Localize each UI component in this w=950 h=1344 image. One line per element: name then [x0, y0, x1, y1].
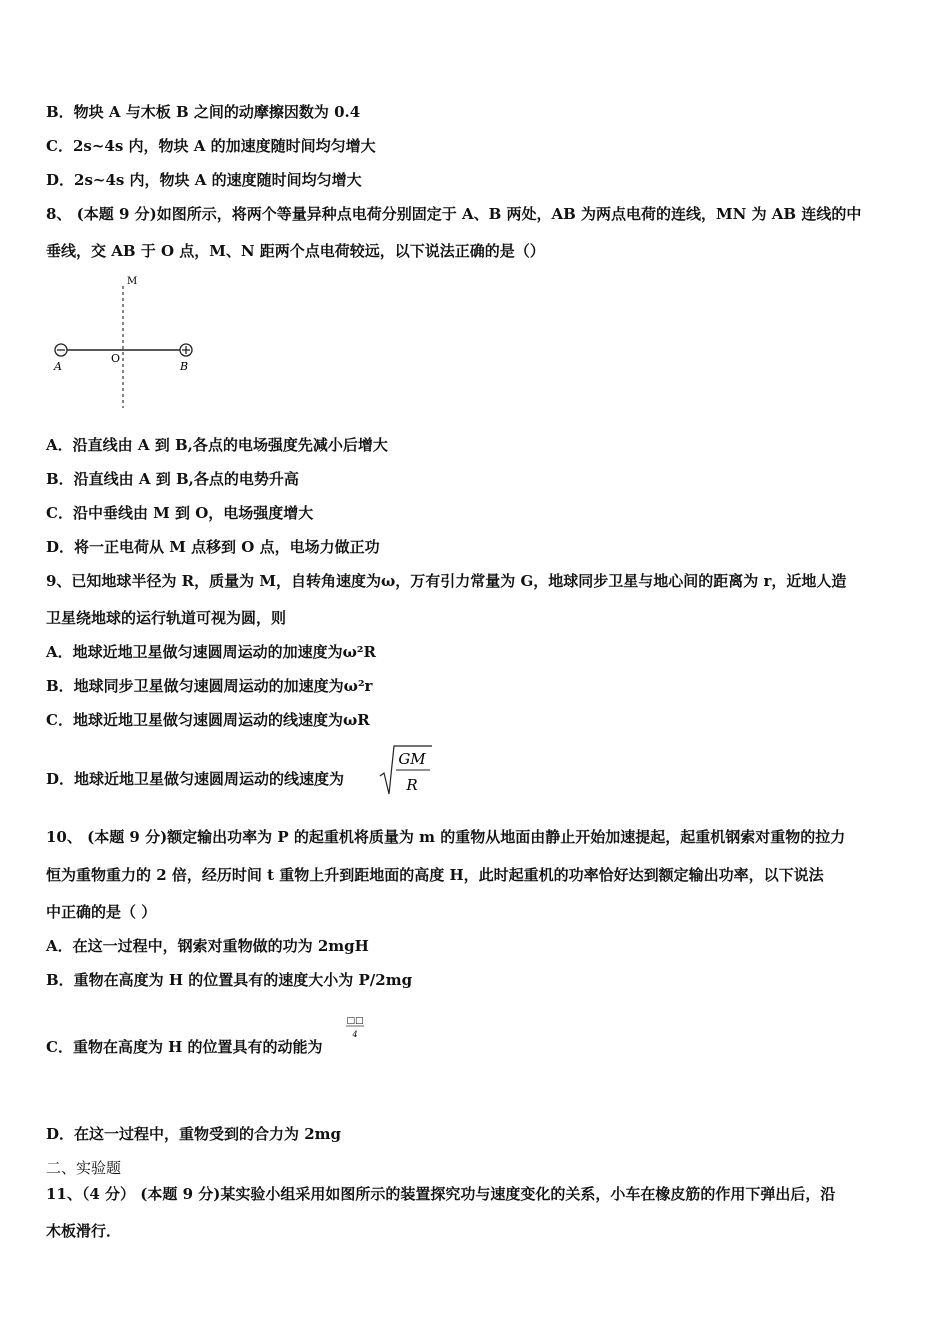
q7-option-d: D．2s~4s 内，物块 A 的速度随时间均匀增大 [46, 171, 362, 189]
q10-stem-line1: 10、 (本题 9 分)额定输出功率为 P 的起重机将质量为 m 的重物从地面由静止开始加速提起，起重机钢索对重物的拉力 [46, 828, 846, 846]
q8-stem-line2: 垂线，交 AB 于 O 点，M、N 距两个点电荷较远，以下说法正确的是（） [46, 242, 545, 260]
q9-option-a: A．地球近地卫星做匀速圆周运动的加速度为ω²R [46, 643, 376, 661]
q8-option-d: D．将一正电荷从 M 点移到 O 点，电场力做正功 [46, 538, 380, 556]
q11-stem-line1: 11、（4 分） (本题 9 分)某实验小组采用如图所示的装置探究功与速度变化的关系，小车在橡皮筋的作用下弹出后，沿 [46, 1185, 836, 1203]
sqrt-gm-over-r [378, 742, 434, 798]
label-o: O [111, 352, 121, 365]
fraction-over-4 [344, 1012, 366, 1046]
q8-option-c: C．沿中垂线由 M 到 O，电场强度增大 [46, 504, 314, 522]
q7-option-b: B．物块 A 与木板 B 之间的动摩擦因数为 0.4 [46, 103, 361, 121]
q10-option-d: D．在这一过程中，重物受到的合力为 2mg [46, 1125, 342, 1143]
q8-option-a: A．沿直线由 A 到 B,各点的电场强度先减小后增大 [46, 436, 388, 454]
fraction-denominator: 4 [352, 1030, 358, 1039]
fraction-numerator: □□ [346, 1016, 364, 1026]
q7-option-c: C．2s~4s 内，物块 A 的加速度随时间均匀增大 [46, 137, 376, 155]
section-title: 二、实验题 [46, 1159, 122, 1177]
q10-option-c: C．重物在高度为 H 的位置具有的动能为 [46, 1038, 323, 1056]
q8-stem-line1: 8、 (本题 9 分)如图所示，将两个等量异种点电荷分别固定于 A、B 两处，AB 为两点电荷的连线，MN 为 AB 连线的中 [46, 205, 862, 223]
label-b: B [180, 360, 189, 373]
q10-option-b: B．重物在高度为 H 的位置具有的速度大小为 P/2mg [46, 971, 413, 989]
fraction-denominator: R [406, 776, 418, 794]
q9-option-c: C．地球近地卫星做匀速圆周运动的线速度为ωR [46, 711, 370, 729]
q9-option-b: B．地球同步卫星做匀速圆周运动的加速度为ω²r [46, 677, 373, 695]
label-a: A [54, 360, 62, 373]
q10-stem-line3: 中正确的是（ ） [46, 903, 157, 921]
q10-option-a: A．在这一过程中，钢索对重物做的功为 2mgH [46, 937, 369, 955]
fraction-numerator: GM [398, 750, 426, 768]
q10-stem-line2: 恒为重物重力的 2 倍，经历时间 t 重物上升到距地面的高度 H，此时起重机的功率恰好达到额定输出功率，以下说法 [46, 866, 824, 884]
q9-option-d: D．地球近地卫星做匀速圆周运动的线速度为 [46, 770, 345, 788]
q8-option-b: B．沿直线由 A 到 B,各点的电势升高 [46, 470, 299, 488]
q11-stem-line2: 木板滑行． [46, 1222, 122, 1240]
q9-stem-line2: 卫星绕地球的运行轨道可视为圆，则 [46, 609, 287, 627]
q9-stem-line1: 9、已知地球半径为 R，质量为 M，自转角速度为ω，万有引力常量为 G，地球同步卫星与地心间的距离为 r，近地人造 [46, 572, 847, 590]
charge-diagram [50, 272, 210, 412]
label-m: M [127, 276, 138, 287]
